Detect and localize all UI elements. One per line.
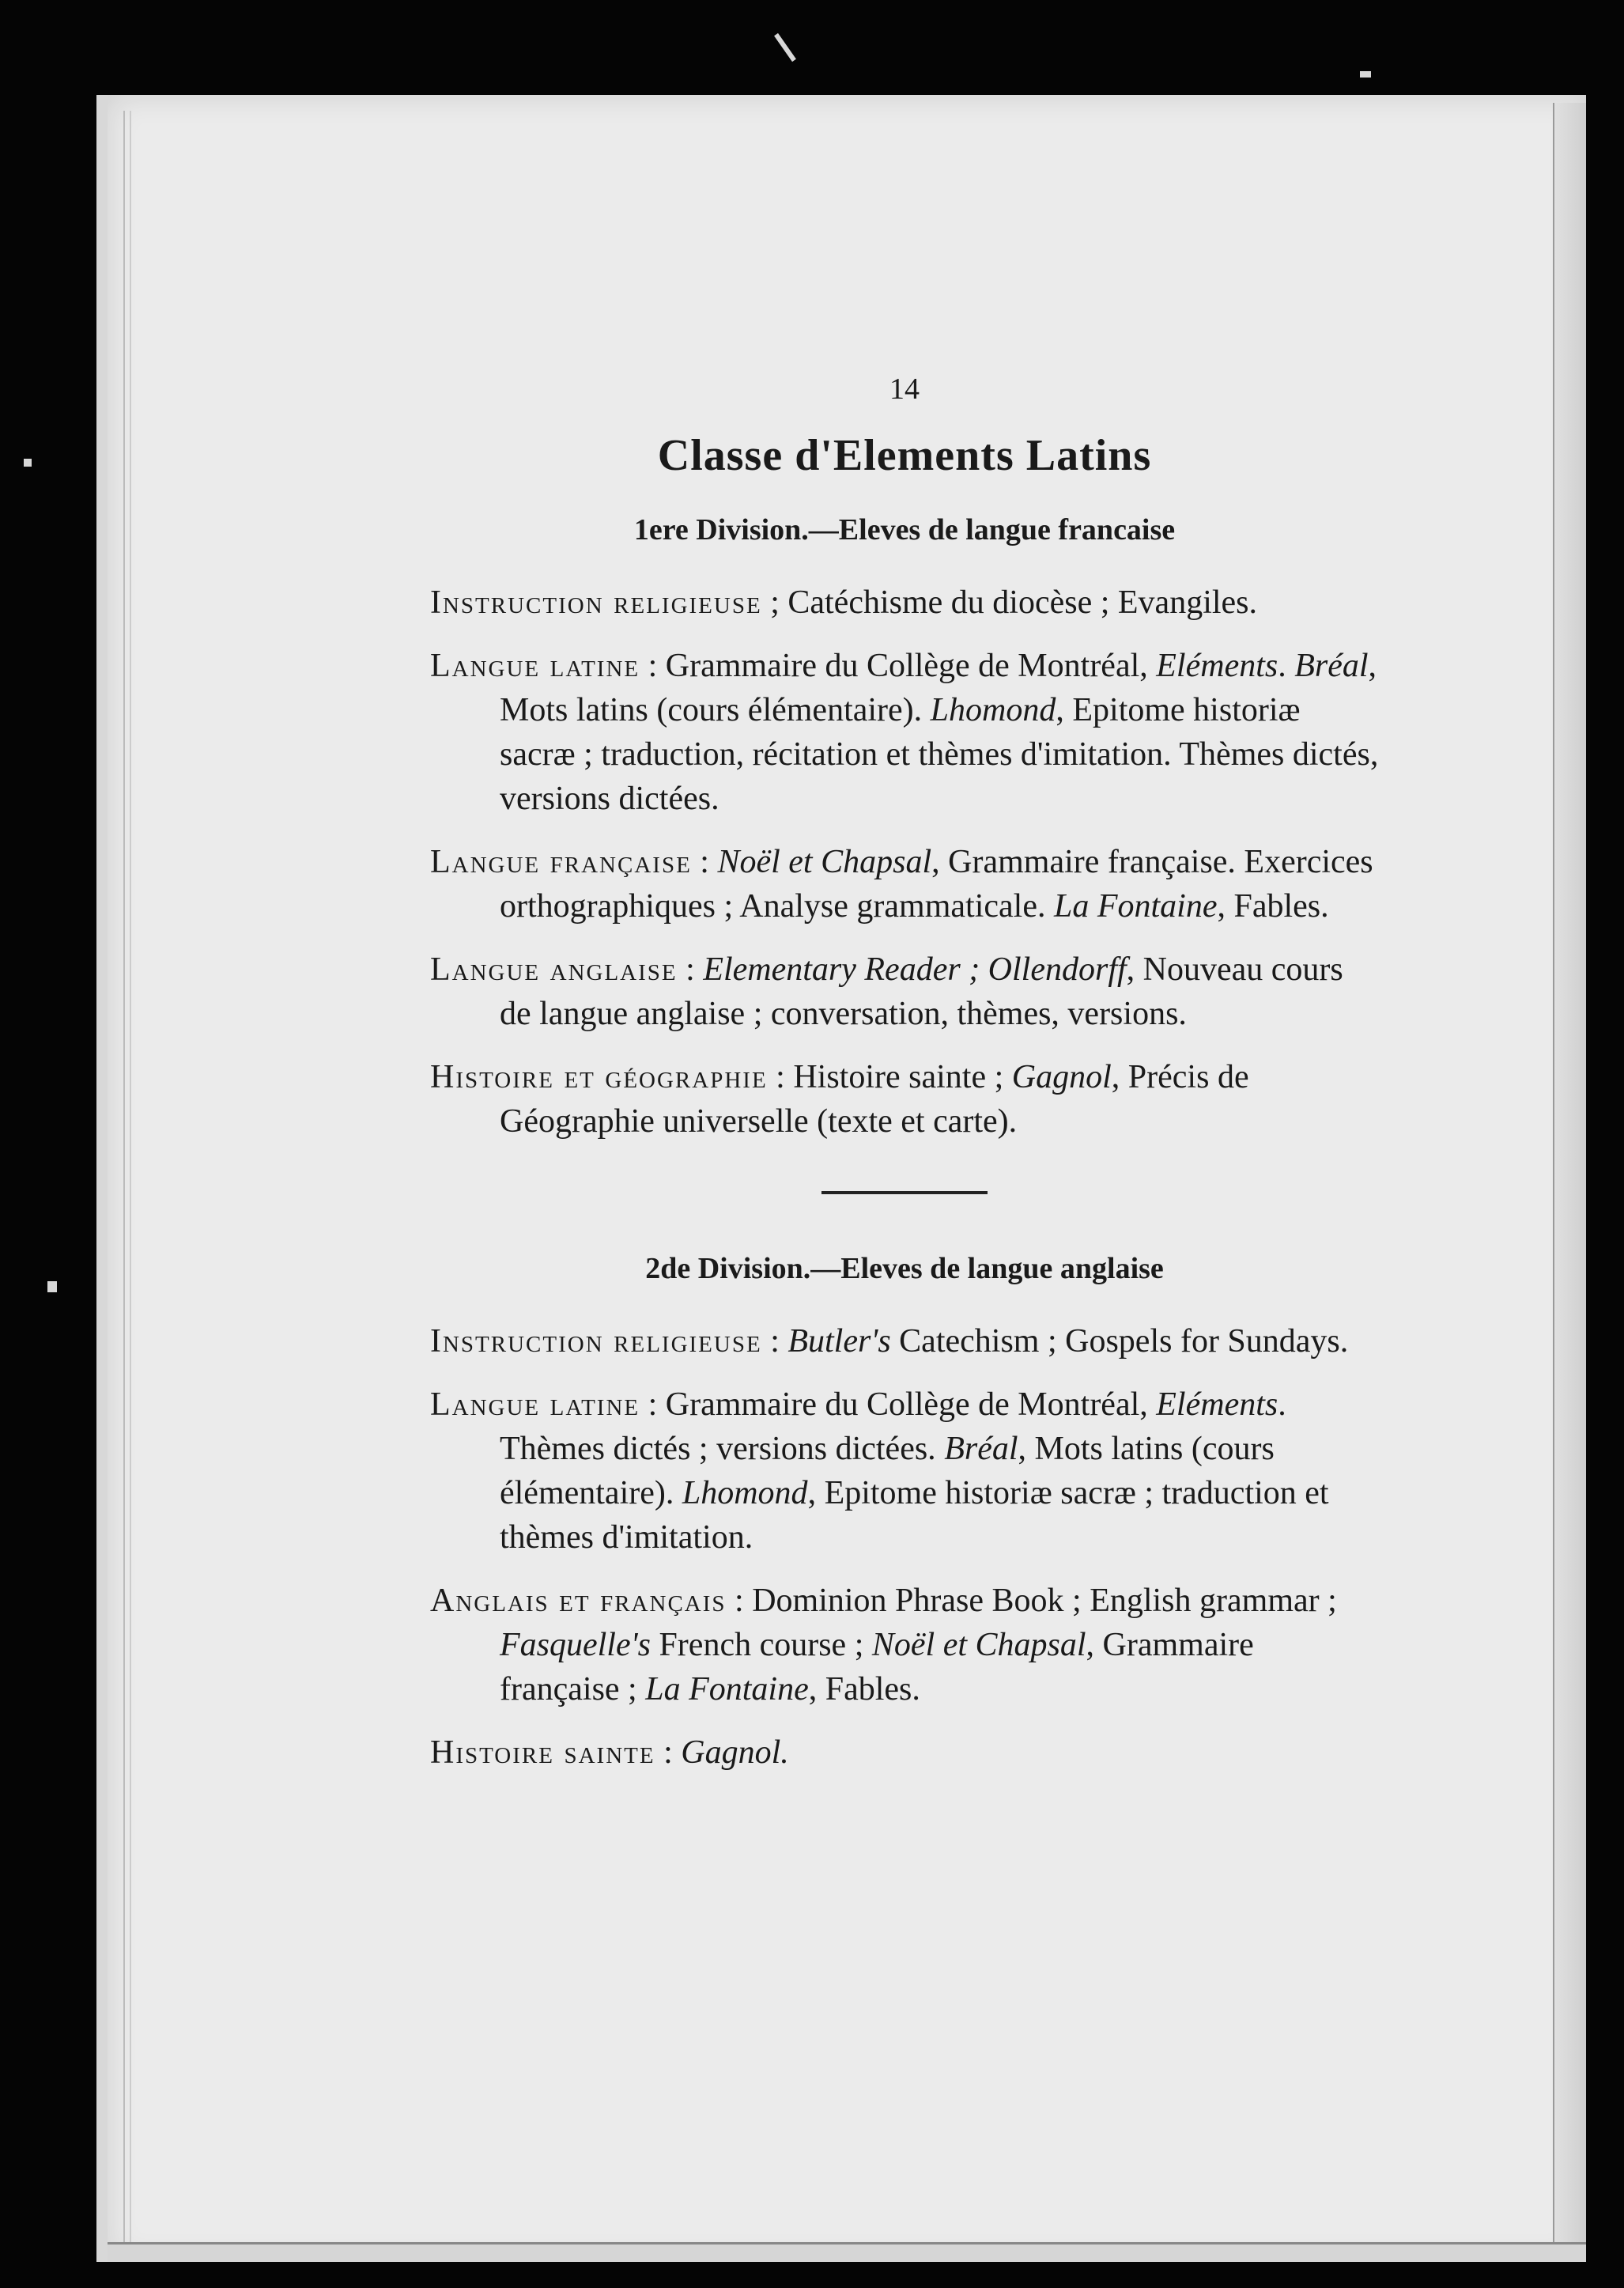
scan-speck	[774, 33, 796, 62]
entry-text: :	[655, 1734, 682, 1771]
subject-label: Histoire et géographie	[430, 1059, 768, 1095]
entry-text: Catechism ; Gospels for Sundays.	[890, 1323, 1349, 1360]
work-title: La Fontaine	[645, 1671, 809, 1707]
scan-speck	[24, 459, 32, 467]
work-title: Gagnol.	[681, 1734, 789, 1771]
section-divider-rule	[821, 1191, 988, 1194]
work-title: Butler's	[787, 1323, 891, 1360]
entry-text: , Fables.	[808, 1671, 920, 1707]
entry-text: , Epitome historiæ sacræ ; traduction, récitation et thèmes d'imitation. Thèmes dictés, versions dictées.	[500, 692, 1379, 817]
division-entries	[430, 581, 1379, 1144]
subject-label: Langue latine	[430, 648, 640, 684]
page-fore-edge	[1553, 103, 1586, 2254]
curriculum-entry	[430, 1579, 1379, 1711]
curriculum-entry	[430, 1730, 1379, 1775]
entry-text: , Mots latins (cours élémentaire).	[500, 648, 1377, 728]
entry-text: :	[761, 1323, 788, 1360]
work-title: Elementary Reader ; Ollendorff	[703, 951, 1127, 988]
entry-text: .	[1278, 648, 1295, 684]
work-title: Bréal	[944, 1431, 1018, 1467]
subject-label: Langue latine	[430, 1386, 640, 1423]
page-bottom-edge	[108, 2242, 1586, 2262]
class-title: Classe d'Elements Latins	[657, 431, 1152, 480]
subject-label: Histoire sainte	[430, 1734, 655, 1771]
curriculum-entry	[430, 947, 1379, 1036]
entry-text: : Histoire sainte ;	[767, 1059, 1012, 1095]
entry-text: : Dominion Phrase Book ; English grammar ;	[726, 1583, 1337, 1619]
subject-label: Langue française	[430, 844, 692, 880]
entry-text: , Nouveau cours de langue anglaise ; conversation, thèmes, versions.	[500, 951, 1343, 1032]
entry-text: , Fables.	[1217, 888, 1329, 925]
work-title: Fasquelle's	[500, 1627, 651, 1663]
scan-speck	[1360, 71, 1371, 78]
division-1	[430, 512, 1379, 1144]
work-title: Gagnol	[1011, 1059, 1112, 1095]
work-title: Lhomond	[930, 692, 1056, 728]
entry-text: : Grammaire du Collège de Montréal,	[640, 1386, 1157, 1423]
subject-label: Instruction religieuse	[430, 584, 762, 621]
division-2	[430, 1251, 1379, 1775]
entry-text: :	[691, 844, 718, 880]
subject-label: Anglais et français	[430, 1583, 727, 1619]
work-title: Bréal	[1294, 648, 1369, 684]
entry-text: :	[677, 951, 704, 988]
curriculum-entry	[430, 1055, 1379, 1144]
subject-label: Instruction religieuse	[430, 1323, 762, 1360]
page-content	[430, 372, 1379, 1794]
work-title: Noël et Chapsal	[717, 844, 932, 880]
entry-text: French course ;	[650, 1627, 872, 1663]
division-entries	[430, 1319, 1379, 1775]
curriculum-entry	[430, 581, 1379, 625]
scan-speck	[47, 1281, 57, 1292]
page-number: 14	[889, 373, 920, 406]
entry-text: ; Catéchisme du diocèse ; Evangiles.	[761, 584, 1258, 621]
curriculum-entry	[430, 1382, 1379, 1560]
entry-text: , Mots latins (cours élémentaire).	[500, 1431, 1275, 1511]
work-title: Noël et Chapsal	[871, 1627, 1086, 1663]
curriculum-entry	[430, 644, 1379, 821]
entry-text: , Epitome historiæ sacræ ; traduction et thèmes d'imitation.	[500, 1475, 1329, 1556]
entry-text: : Grammaire du Collège de Montréal,	[640, 648, 1157, 684]
division-heading: 2de Division.—Eleves de langue anglaise	[645, 1252, 1164, 1285]
curriculum-entry	[430, 840, 1379, 928]
work-title: Lhomond	[682, 1475, 808, 1511]
division-heading: 1ere Division.—Eleves de langue francaise	[633, 513, 1176, 546]
entry-text: , Grammaire française. Exercices orthographiques ; Analyse grammaticale.	[500, 844, 1373, 925]
work-title: Eléments	[1156, 648, 1278, 684]
work-title: La Fontaine	[1053, 888, 1218, 925]
work-title: Eléments	[1156, 1386, 1278, 1423]
entry-text: , Précis de Géographie universelle (texte et carte).	[500, 1059, 1249, 1140]
entry-text: , Grammaire française ;	[500, 1627, 1254, 1707]
subject-label: Langue anglaise	[430, 951, 678, 988]
entry-text: . Thèmes dictés ; versions dictées.	[500, 1386, 1286, 1467]
book-page	[96, 95, 1586, 2262]
curriculum-entry	[430, 1319, 1379, 1363]
